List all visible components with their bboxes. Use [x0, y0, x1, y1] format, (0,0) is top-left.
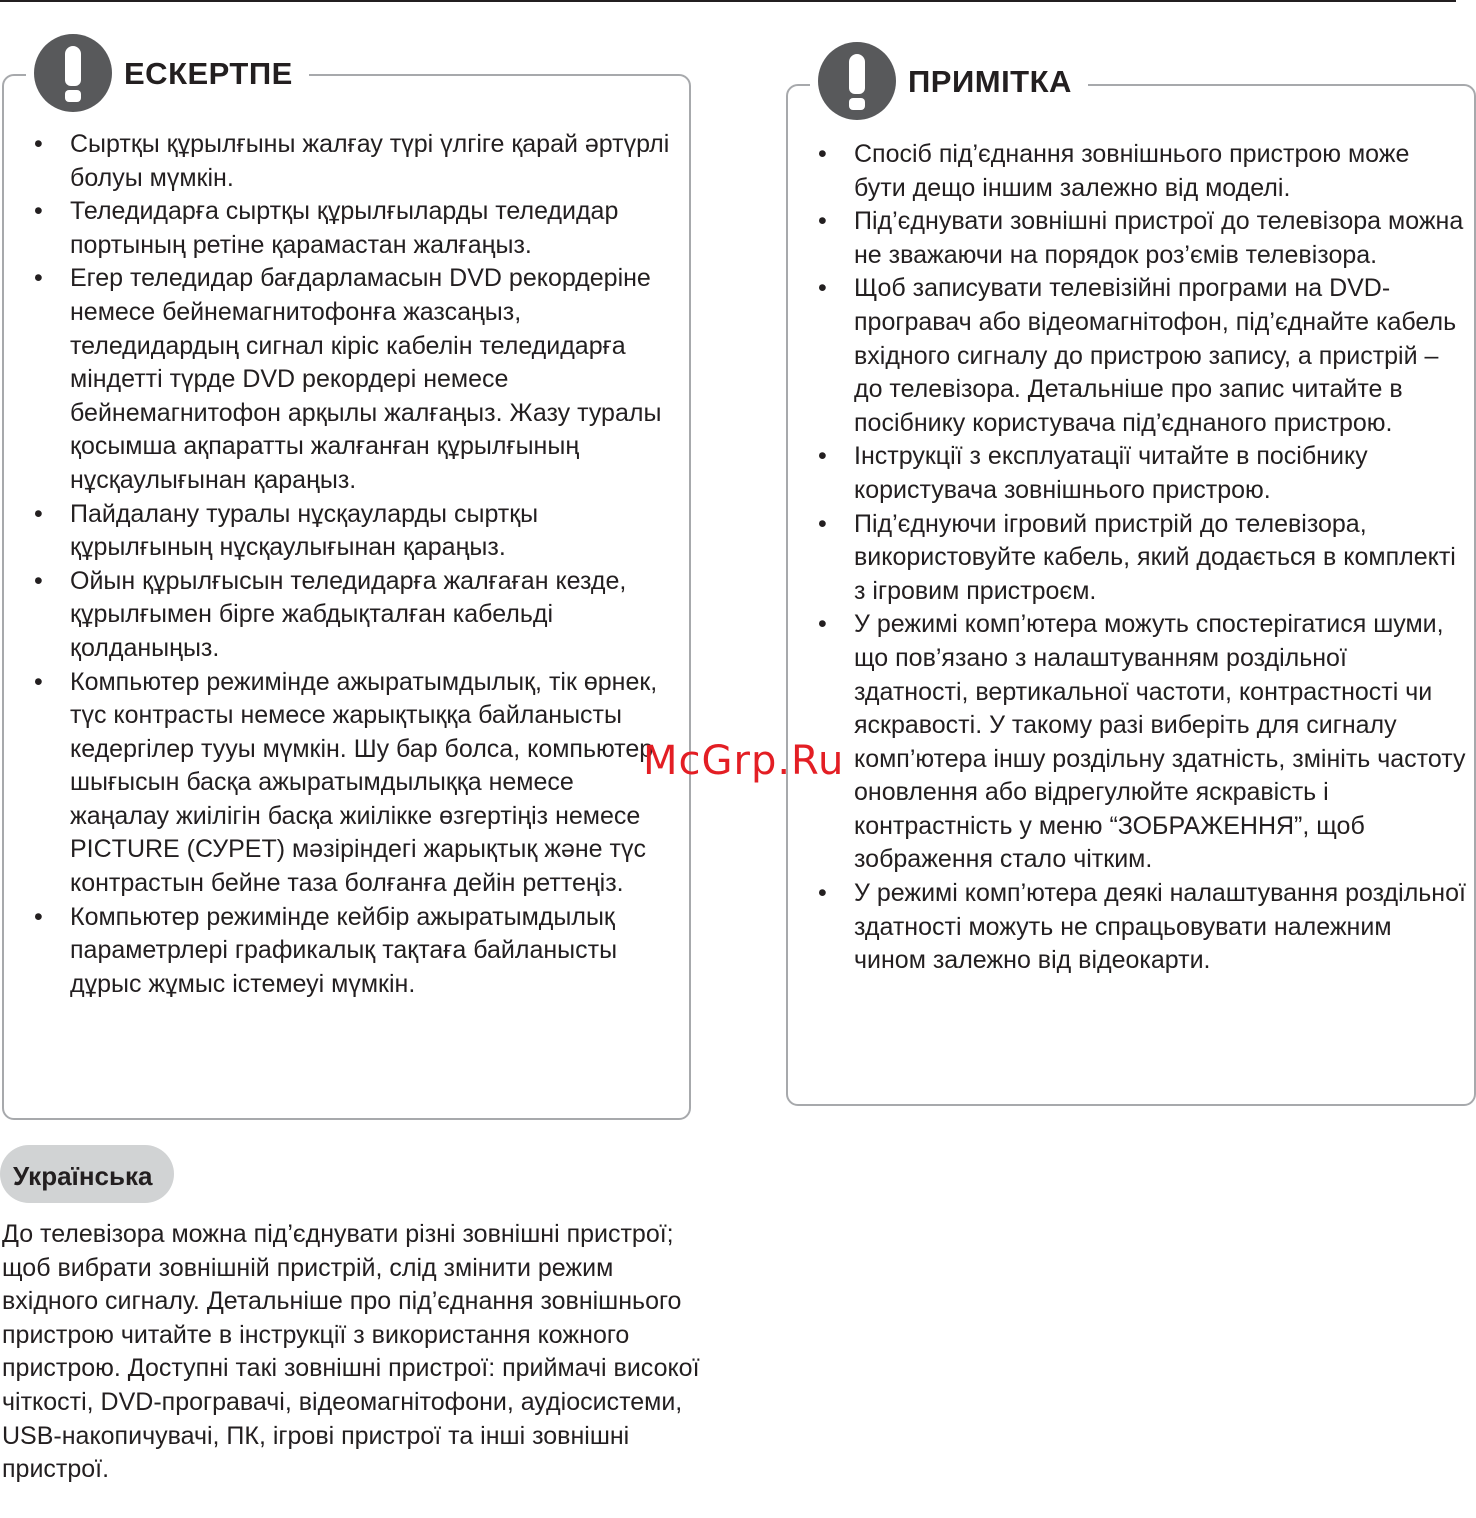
list-item: • Компьютер режимінде ажыратымдылық, тік өрнек, түс контрасты немесе жарықтыққа байланысты кедергілер тууы мүмкін. Шу бар болса, компьютер шығысын басқа ажыратымдылыққа немесе жаңалау жиілігін басқа жиілікке өзгертіңіз немесе PICTURE (СУРЕТ) мәзіріндегі жарықтық және түс контрастын бейне таза болғанға дейін реттеңіз. — [34, 666, 674, 901]
list-item: • У режимі комп’ютера деякі налаштування роздільної здатності можуть не спрацьовувати належним чином залежно від відеокарти. — [818, 877, 1468, 978]
note-list-ukrainian — [818, 138, 1468, 978]
note-box-ukrainian — [786, 63, 1476, 1106]
list-item: • Під’єднувати зовнішні пристрої до телевізора можна не зважаючи на порядок роз’ємів телевізора. — [818, 205, 1468, 272]
note-header-ukrainian — [810, 42, 1088, 120]
intro-paragraph: До телевізора можна під’єднувати різні зовнішні пристрої; щоб вибрати зовнішній пристрій, слід змінити режим вхідного сигналу. Детальніше про під’єднання зовнішнього пристрою читайте в інструкції з використання кожного пристрою. Доступні такі зовнішні пристрої: приймачі високої чіткості, DVD-програвачі, відеомагнітофони, аудіосистеми, USB-накопичувачі, ПК, ігрові пристрої та інші зовнішні пристрої. — [2, 1220, 700, 1484]
exclamation-icon — [34, 34, 112, 112]
list-item: • Щоб записувати телевізійні програми на DVD-програвач або відеомагнітофон, під’єднайте кабель вхідного сигналу до пристрою запису, а пристрій – до телевізора. Детальніше про запис читайте в посібнику користувача під’єднаного пристрою. — [818, 272, 1468, 440]
note-title-ukrainian: ПРИМІТКА — [908, 63, 1072, 99]
list-item: • Спосіб під’єднання зовнішнього пристрою може бути дещо іншим залежно від моделі. — [818, 138, 1468, 205]
list-item: • Під’єднуючи ігровий пристрій до телевізора, використовуйте кабель, який додається в комплекті з ігровим пристроєм. — [818, 508, 1468, 609]
list-item: • Теледидарға сыртқы құрылғыларды теледидар портының ретіне қарамастан жалғаңыз. — [34, 195, 674, 262]
list-item: • Компьютер режимінде кейбір ажыратымдылық параметрлері графикалық тақтаға байланысты дұрыс жұмыс істемеуі мүмкін. — [34, 901, 674, 1002]
exclamation-icon — [818, 42, 896, 120]
list-item: • У режимі комп’ютера можуть спостерігатися шуми, що пов’язано з налаштуванням роздільної здатності, вертикальної частоти, контрастності чи яскравості. У такому разі виберіть для сигналу комп’ютера іншу роздільну здатність, змініть частоту оновлення або відрегулюйте яскравість і контрастність у меню “ЗОБРАЖЕННЯ”, щоб зображення стало чітким. — [818, 608, 1468, 877]
language-badge: Українська — [0, 1145, 174, 1203]
list-item: • Пайдалану туралы нұсқауларды сыртқы құрылғының нұсқаулығынан қараңыз. — [34, 498, 674, 565]
note-header-kazakh — [26, 34, 309, 112]
top-rule — [0, 0, 1456, 2]
note-title-kazakh: ЕСКЕРТПЕ — [124, 55, 293, 91]
list-item: • Егер теледидар бағдарламасын DVD рекордеріне немесе бейнемагнитофонға жазсаңыз, теледидардың сигнал кіріс кабелін теледидарға міндетті түрде DVD рекордері немесе бейнемагнитофон арқылы жалғаңыз. Жазу туралы қосымша ақпаратты жалғанған құрылғының нұсқаулығынан қараңыз. — [34, 262, 674, 497]
note-box-kazakh — [2, 55, 691, 1120]
watermark: McGrp.Ru — [643, 738, 845, 784]
list-item: • Сыртқы құрылғыны жалғау түрі үлгіге қарай әртүрлі болуы мүмкін. — [34, 128, 674, 195]
note-list-kazakh — [34, 128, 674, 1001]
list-item: • Ойын құрылғысын теледидарға жалғаған кезде, құрылғымен бірге жабдықталған кабельді қолданыңыз. — [34, 565, 674, 666]
list-item: • Інструкції з експлуатації читайте в посібнику користувача зовнішнього пристрою. — [818, 440, 1468, 507]
